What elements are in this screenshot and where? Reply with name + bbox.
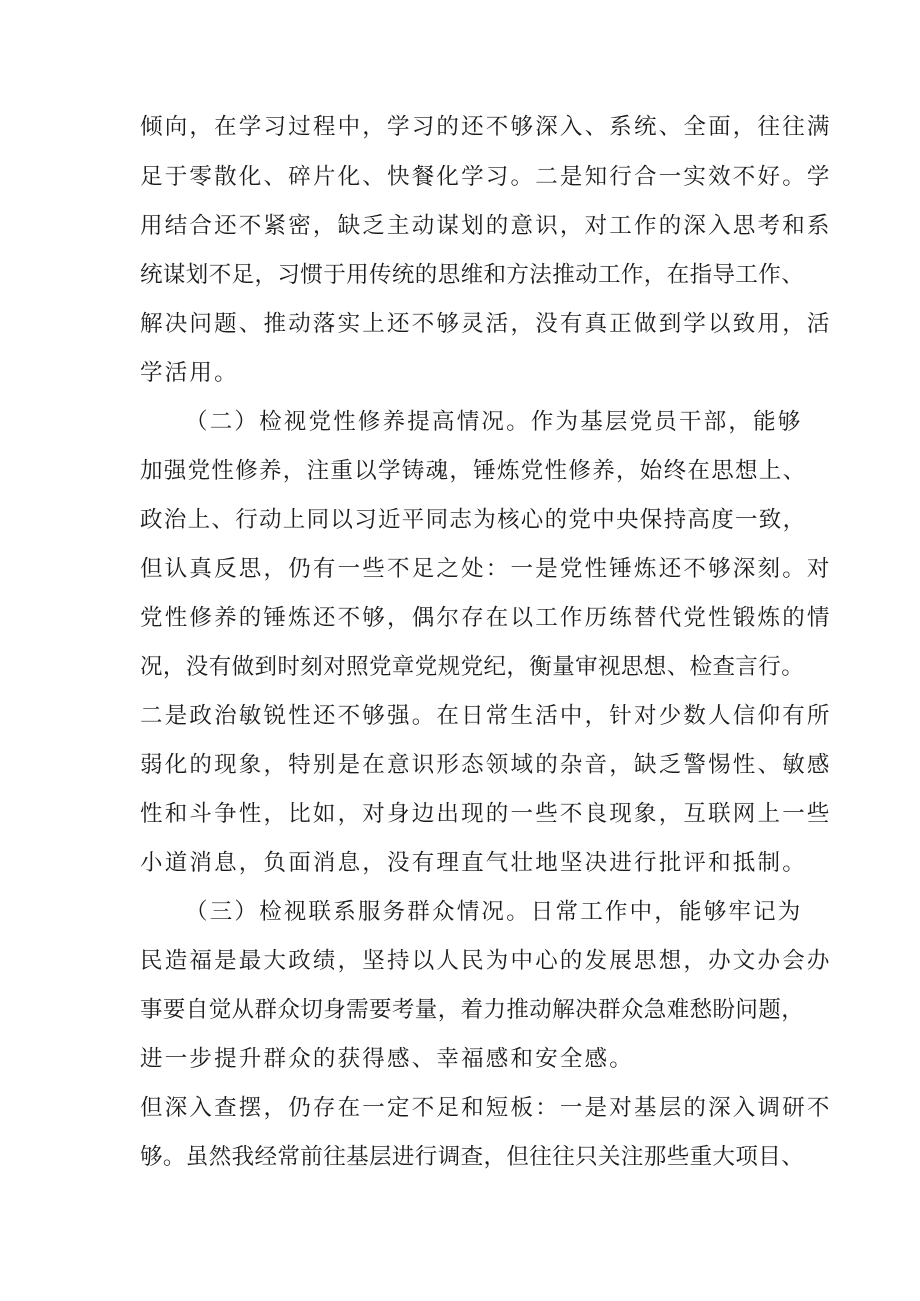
text-line-section-heading: （二）检视党性修养提高情况。作为基层党员干部，能够: [185, 409, 803, 435]
text-line: 小道消息，负面消息，没有理直气壮地坚决进行批评和抵制。: [140, 850, 807, 876]
text-line: 用结合还不紧密，缺乏主动谋划的意识，对工作的深入思考和系: [140, 213, 832, 239]
text-line: 党性修养的锤炼还不够，偶尔存在以工作历练替代党性锻炼的情: [140, 605, 832, 631]
text-line: 但认真反思，仍有一些不足之处：一是党性锤炼还不够深刻。对: [140, 556, 832, 582]
text-line: 解决问题、推动落实上还不够灵活，没有真正做到学以致用，活: [140, 311, 832, 337]
text-line: 倾向，在学习过程中，学习的还不够深入、系统、全面，往往满: [140, 114, 832, 140]
text-line: 弱化的现象，特别是在意识形态领域的杂音，缺乏警惕性、敏感: [140, 752, 832, 778]
text-line: 事要自觉从群众切身需要考量，着力推动解决群众急难愁盼问题，: [140, 997, 805, 1023]
text-line: 民造福是最大政绩，坚持以人民为中心的发展思想，办文办会办: [140, 948, 832, 974]
text-line: 二是政治敏锐性还不够强。在日常生活中，针对少数人信仰有所: [140, 703, 832, 729]
text-line: 够。虽然我经常前往基层进行调查，但往往只关注那些重大项目、: [140, 1144, 805, 1170]
text-line-section-heading: （三）检视联系服务群众情况。日常工作中，能够牢记为: [185, 899, 803, 925]
text-line: 足于零散化、碎片化、快餐化学习。二是知行合一实效不好。学: [140, 164, 832, 190]
text-line: 学活用。: [140, 360, 239, 386]
text-line: 政治上、行动上同以习近平同志为核心的党中央保持高度一致，: [140, 507, 807, 533]
text-line: 统谋划不足，习惯于用传统的思维和方法推动工作，在指导工作、: [140, 262, 805, 288]
text-line: 进一步提升群众的获得感、幸福感和安全感。: [140, 1046, 635, 1072]
text-line: 加强党性修养，注重以学铸魂，锤炼党性修养，始终在思想上、: [140, 458, 807, 484]
text-line: 况，没有做到时刻对照党章党规党纪，衡量审视思想、检查言行。: [140, 654, 805, 680]
text-line: 性和斗争性，比如，对身边出现的一些不良现象，互联网上一些: [140, 801, 832, 827]
text-line: 但深入查摆，仍存在一定不足和短板：一是对基层的深入调研不: [140, 1095, 832, 1121]
